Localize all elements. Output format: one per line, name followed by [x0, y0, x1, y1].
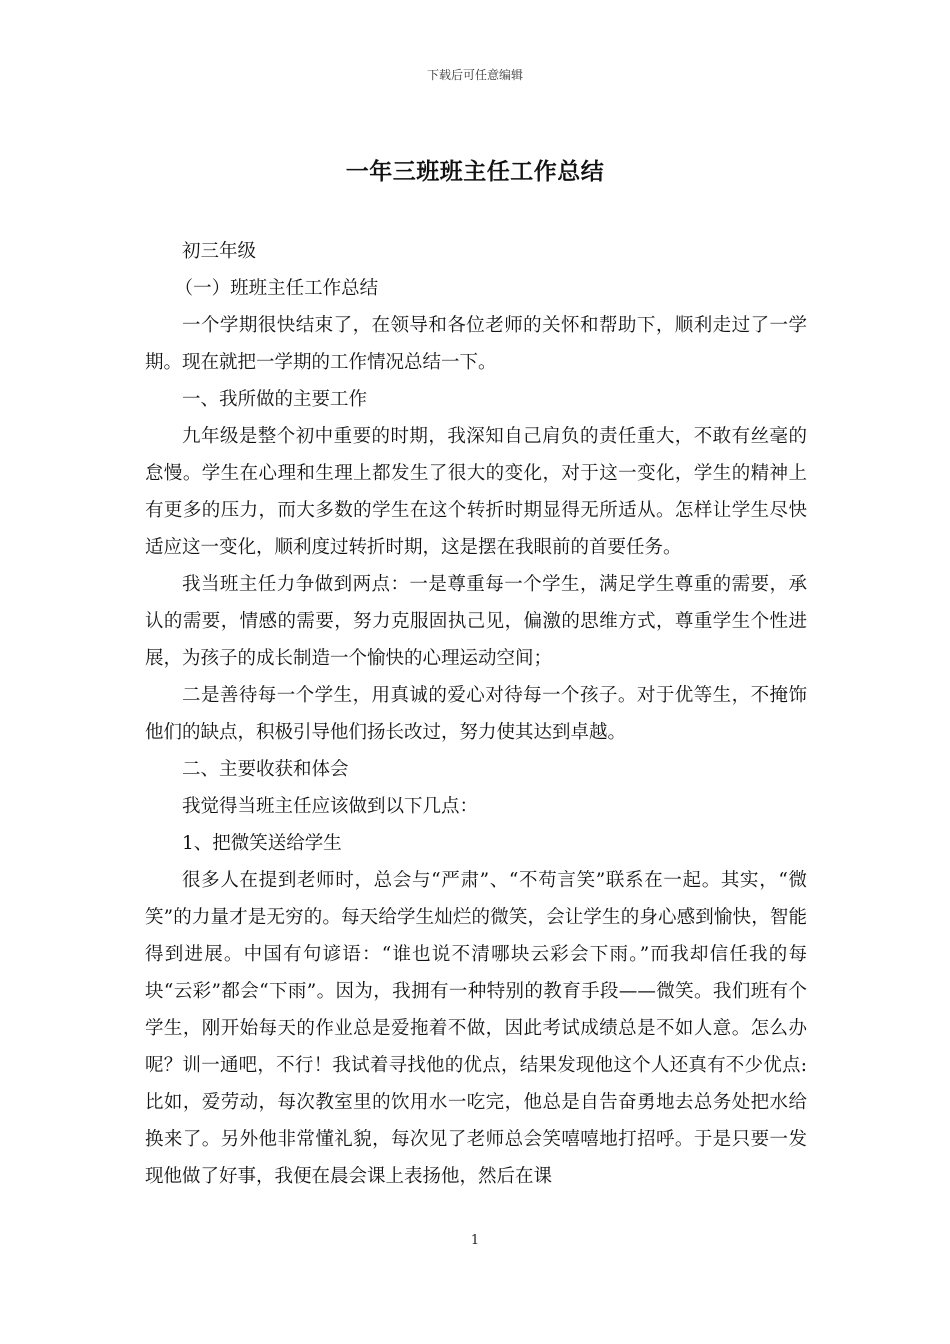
document-body — [145, 233, 807, 1195]
document-title: 一年三班班主任工作总结 — [345, 158, 605, 185]
section-heading-gains: 二、主要收获和体会 — [182, 759, 349, 780]
section-heading-main-work: 一、我所做的主要工作 — [182, 389, 368, 410]
paragraph-intro: 一个学期很快结束了，在领导和各位老师的关怀和帮助下，顺利走过了一学期。现在就把一学期的工作情况总结一下。 — [145, 315, 807, 373]
paragraph-two-points: 我当班主任力争做到两点：一是尊重每一个学生，满足学生尊重的需要，承认的需要，情感的需要，努力克服固执己见，偏激的思维方式，尊重学生个性进展，为孩子的成长制造一个愉快的心理运动空间； — [145, 574, 807, 669]
paragraph-grade: 初三年级 — [182, 241, 257, 262]
paragraph-smile: 很多人在提到老师时，总会与“严肃”、“不苟言笑”联系在一起。其实，“微笑”的力量才是无穷的。每天给学生灿烂的微笑，会让学生的身心感到愉快，智能得到进展。中国有句谚语：“谁也说不清哪块云彩会下雨。”而我却信任我的每块“云彩”都会“下雨”。因为，我拥有一种特别的教育手段——微笑。我们班有个学生，刚开始每天的作业总是爱拖着不做，因此考试成绩总是不如人意。怎么办呢？训一通吧，不行！我试着寻找他的优点，结果发现他这个人还真有不少优点:比如，爱劳动，每次教室里的饮用水一吃完，他总是自告奋勇地去总务处把水给换来了。另外他非常懂礼貌，每次见了老师总会笑嘻嘻地打招呼。于是只要一发现他做了好事，我便在晨会课上表扬他，然后在课 — [145, 870, 807, 1187]
page-number: 1 — [470, 1233, 480, 1248]
list-item-smile: 1、把微笑送给学生 — [182, 833, 342, 854]
paragraph-treat-students: 二是善待每一个学生，用真诚的爱心对待每一个孩子。对于优等生，不掩饰他们的缺点，积极引导他们扬长改过，努力使其达到卓越。 — [145, 685, 807, 743]
paragraph-subtitle: （一）班班主任工作总结 — [174, 278, 379, 299]
paragraph-grade-nine: 九年级是整个初中重要的时期，我深知自己肩负的责任重大，不敢有丝毫的怠慢。学生在心理和生理上都发生了很大的变化，对于这一变化，学生的精神上有更多的压力，而大多数的学生在这个转折时期显得无所适从。怎样让学生尽快适应这一变化，顺利度过转折时期，这是摆在我眼前的首要任务。 — [145, 426, 807, 558]
header-note: 下载后可任意编辑 — [426, 68, 523, 82]
paragraph-points-intro: 我觉得当班主任应该做到以下几点： — [182, 796, 479, 817]
